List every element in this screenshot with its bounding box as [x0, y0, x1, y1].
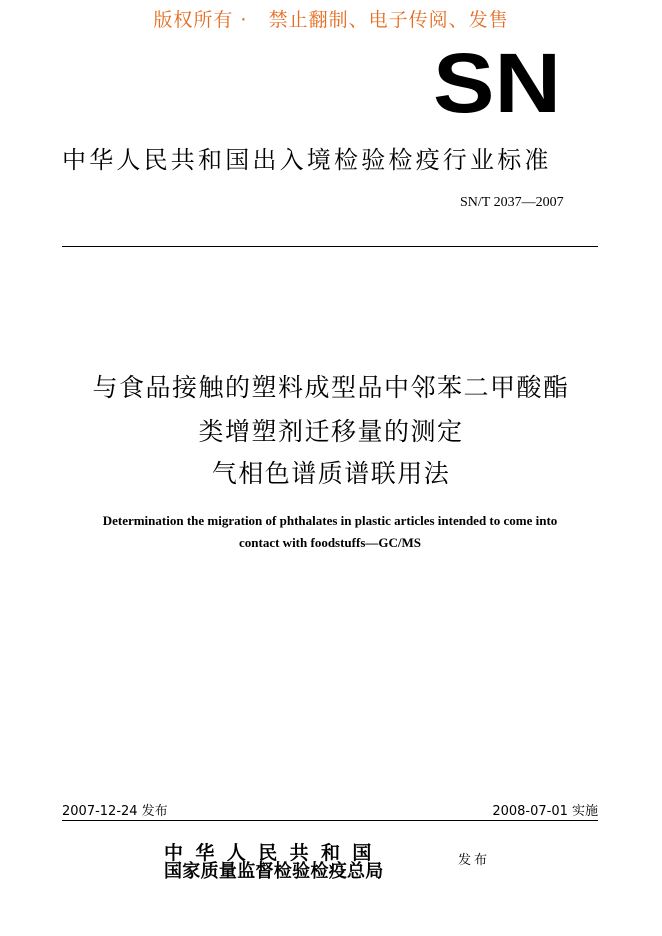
title-cn-line1: 与食品接触的塑料成型品中邻苯二甲酸酯	[92, 373, 570, 402]
publish-label: 发布	[458, 853, 491, 868]
watermark-text: 版权所有 · 禁止翻制、电子传阅、发售	[153, 9, 509, 31]
issuer-agency: 国家质量监督检验检疫总局	[164, 861, 384, 882]
title-cn-line3: 气相色谱质谱联用法	[211, 459, 451, 488]
title-en-line2: contact with foodstuffs—GC/MS	[239, 535, 421, 550]
title-en-line1: Determination the migration of phthalates in plastic articles intended to come into	[102, 513, 558, 528]
copyright-watermark	[0, 5, 662, 32]
title-en	[70, 510, 590, 554]
top-divider	[62, 246, 598, 247]
title-cn-line2: 类增塑剂迁移量的测定	[198, 417, 464, 446]
issuer-country: 中华人民共和国	[164, 842, 384, 864]
sn-logo-text: SN	[433, 50, 561, 116]
effective-date: 2008-07-01 实施	[492, 804, 598, 819]
standard-code: SN/T 2037—2007	[460, 195, 564, 210]
standard-category: 中华人民共和国出入境检验检疫行业标准	[62, 146, 552, 174]
bottom-divider	[62, 820, 598, 821]
sn-logo	[432, 50, 562, 116]
issue-date: 2007-12-24 发布	[62, 804, 168, 819]
